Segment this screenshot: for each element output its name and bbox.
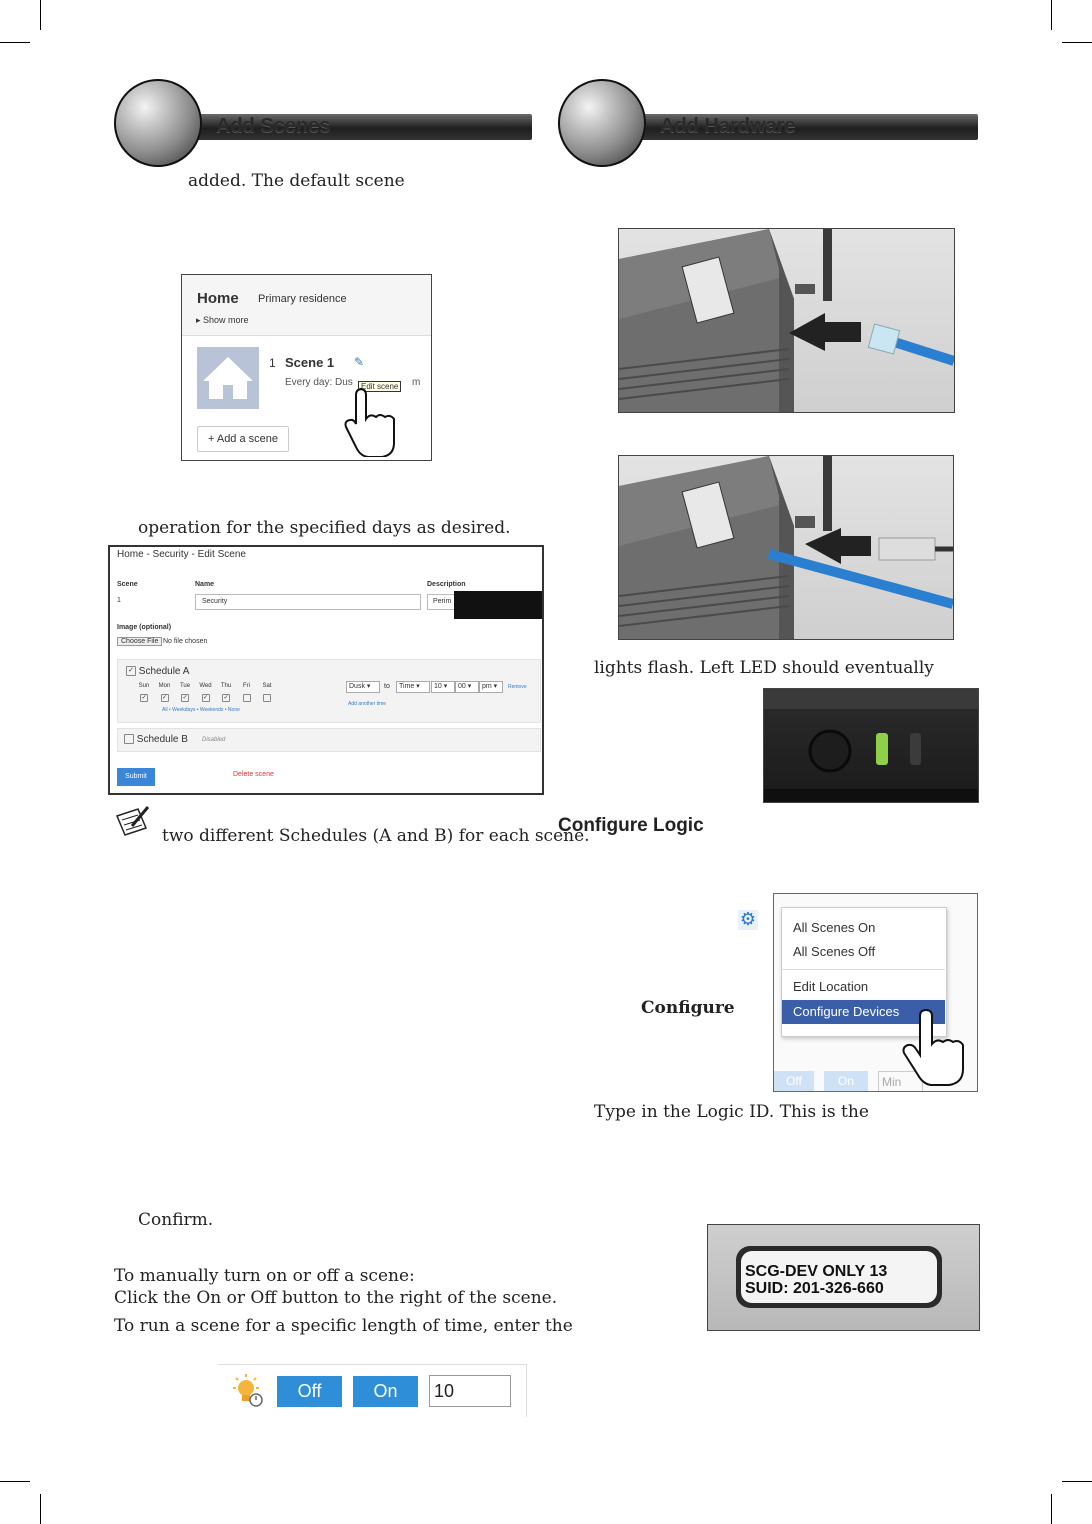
scene-number: 1 bbox=[269, 356, 276, 370]
paragraph: added. The default scene bbox=[188, 171, 405, 191]
crop-mark bbox=[40, 0, 41, 30]
no-file-text: No file chosen bbox=[163, 638, 208, 645]
scene-schedule: Every day: Dus bbox=[285, 377, 353, 388]
paragraph: lights flash. Left LED should eventually bbox=[594, 658, 934, 678]
paragraph: operation for the specified days as desired. bbox=[138, 518, 511, 538]
menu-item-all-scenes-on[interactable]: All Scenes On bbox=[793, 920, 876, 935]
hour-select[interactable]: 10 ▾ bbox=[431, 681, 455, 693]
crop-mark bbox=[0, 1481, 30, 1482]
router-ethernet-photo bbox=[618, 228, 955, 413]
to-label: to bbox=[384, 683, 390, 690]
description-column-label: Description bbox=[427, 581, 466, 588]
submit-button[interactable]: Submit bbox=[117, 768, 155, 786]
home-subtitle: Primary residence bbox=[258, 293, 347, 305]
device-label-photo bbox=[707, 1224, 980, 1331]
device-label-line1: SCG-DEV ONLY 13 bbox=[745, 1263, 888, 1280]
ampm-select[interactable]: pm ▾ bbox=[479, 681, 503, 693]
breadcrumb: Home - Security - Edit Scene bbox=[117, 549, 246, 560]
crop-mark bbox=[40, 1494, 41, 1524]
day-label-wed: Wed bbox=[199, 683, 212, 689]
lightbulb-timer-icon bbox=[230, 1373, 266, 1409]
image-label: Image (optional) bbox=[117, 624, 172, 631]
crop-mark bbox=[1062, 42, 1092, 43]
add-scene-button[interactable]: + Add a scene bbox=[197, 426, 289, 452]
paragraph: Type in the Logic ID. This is the bbox=[594, 1102, 869, 1122]
note-pad-icon bbox=[114, 804, 150, 838]
remove-link[interactable]: Remove bbox=[508, 684, 527, 690]
configure-word: Configure bbox=[641, 998, 735, 1018]
day-checkbox-wed[interactable]: ✓ bbox=[202, 695, 209, 701]
schedule-b-toggle[interactable]: Schedule B bbox=[124, 734, 188, 745]
device-label-suid: SUID: 201-326-660 bbox=[745, 1280, 884, 1297]
day-label-thu: Thu bbox=[220, 683, 232, 689]
scene-value: 1 bbox=[117, 597, 121, 604]
edit-scene-screenshot bbox=[108, 545, 544, 795]
choose-file-button[interactable]: Choose File bbox=[117, 637, 162, 646]
crop-mark bbox=[1051, 1494, 1052, 1524]
day-checkboxes bbox=[136, 683, 276, 707]
crop-mark bbox=[0, 42, 30, 43]
off-button[interactable]: Off bbox=[277, 1376, 342, 1407]
schedule-a-toggle[interactable]: ✓ Schedule A bbox=[126, 666, 189, 677]
day-checkbox-fri[interactable] bbox=[243, 694, 251, 702]
on-button-faded[interactable]: On bbox=[824, 1071, 868, 1091]
scene-schedule-end: m bbox=[412, 377, 421, 388]
disabled-label: Disabled bbox=[202, 737, 226, 743]
edit-scene-tooltip: Edit scene bbox=[358, 381, 401, 392]
green-led bbox=[876, 733, 888, 765]
menu-item-all-scenes-off[interactable]: All Scenes Off bbox=[793, 944, 876, 959]
day-label-sun: Sun bbox=[138, 683, 150, 689]
section-title: Add Scenes bbox=[216, 115, 331, 137]
scene-thumbnail[interactable] bbox=[197, 347, 259, 409]
redaction-box bbox=[454, 591, 542, 619]
section-ball bbox=[114, 79, 202, 167]
show-more-link[interactable]: ▸ Show more bbox=[196, 315, 249, 325]
scene-list-screenshot bbox=[181, 274, 432, 461]
paragraph: To run a scene for a specific length of time, enter the bbox=[114, 1316, 573, 1336]
name-column-label: Name bbox=[195, 581, 215, 588]
day-checkbox-mon[interactable]: ✓ bbox=[161, 695, 168, 701]
name-input[interactable]: Security bbox=[195, 594, 421, 610]
configure-logic-heading: Configure Logic bbox=[558, 815, 704, 836]
settings-menu-screenshot bbox=[773, 893, 978, 1092]
day-label-tue: Tue bbox=[179, 683, 191, 689]
device-label-text bbox=[745, 1263, 887, 1297]
paragraph: Click the On or Off button to the right of the scene. bbox=[114, 1288, 558, 1308]
section-title: Add Hardware bbox=[660, 115, 796, 137]
crop-mark bbox=[1051, 0, 1052, 30]
gear-icon[interactable]: ⚙ bbox=[739, 909, 757, 930]
description-input[interactable]: Perim bbox=[427, 594, 462, 610]
start-select[interactable]: Dusk ▾ bbox=[346, 681, 380, 693]
home-title: Home bbox=[197, 290, 239, 307]
paragraph: Confirm. bbox=[138, 1210, 214, 1230]
section-header-bar bbox=[640, 114, 978, 140]
paragraph: To manually turn on or off a scene: bbox=[114, 1266, 415, 1286]
day-checkbox-tue[interactable]: ✓ bbox=[182, 695, 188, 701]
day-checkbox-thu[interactable]: ✓ bbox=[223, 695, 229, 701]
off-button-faded[interactable]: Off bbox=[774, 1071, 814, 1091]
minute-select[interactable]: 00 ▾ bbox=[455, 681, 479, 693]
section-ball bbox=[558, 79, 646, 167]
day-label-mon: Mon bbox=[158, 683, 171, 689]
day-label-fri: Fri bbox=[243, 683, 250, 689]
minutes-input[interactable]: 10 bbox=[429, 1375, 511, 1407]
hand-cursor-icon bbox=[886, 1006, 971, 1088]
crop-mark bbox=[1062, 1481, 1092, 1482]
note-text: two different Schedules (A and B) for each scene. bbox=[162, 826, 590, 846]
menu-item-edit-location[interactable]: Edit Location bbox=[793, 979, 869, 994]
scene-name[interactable]: Scene 1 bbox=[285, 355, 335, 370]
menu-item-configure-devices[interactable]: Configure Devices bbox=[793, 1004, 900, 1019]
delete-scene-link[interactable]: Delete scene bbox=[233, 771, 274, 778]
day-checkbox-sat[interactable] bbox=[263, 694, 271, 702]
on-button[interactable]: On bbox=[353, 1376, 418, 1407]
house-icon bbox=[197, 347, 259, 409]
add-another-time-link[interactable]: Add another time bbox=[348, 701, 387, 707]
section-header-bar bbox=[196, 114, 532, 140]
router-power-photo bbox=[618, 455, 954, 640]
router-led-photo bbox=[763, 688, 979, 803]
end-select[interactable]: Time ▾ bbox=[396, 681, 430, 693]
day-checkbox-sun[interactable]: ✓ bbox=[141, 695, 147, 701]
day-label-sat: Sat bbox=[262, 683, 272, 689]
pencil-icon[interactable]: ✎ bbox=[354, 355, 365, 369]
hand-cursor-icon bbox=[342, 387, 422, 457]
day-quick-links[interactable]: All • Weekdays • Weekends • None bbox=[162, 707, 240, 713]
scene-column-label: Scene bbox=[117, 581, 138, 588]
minutes-input-faded[interactable]: Min bbox=[878, 1071, 923, 1092]
